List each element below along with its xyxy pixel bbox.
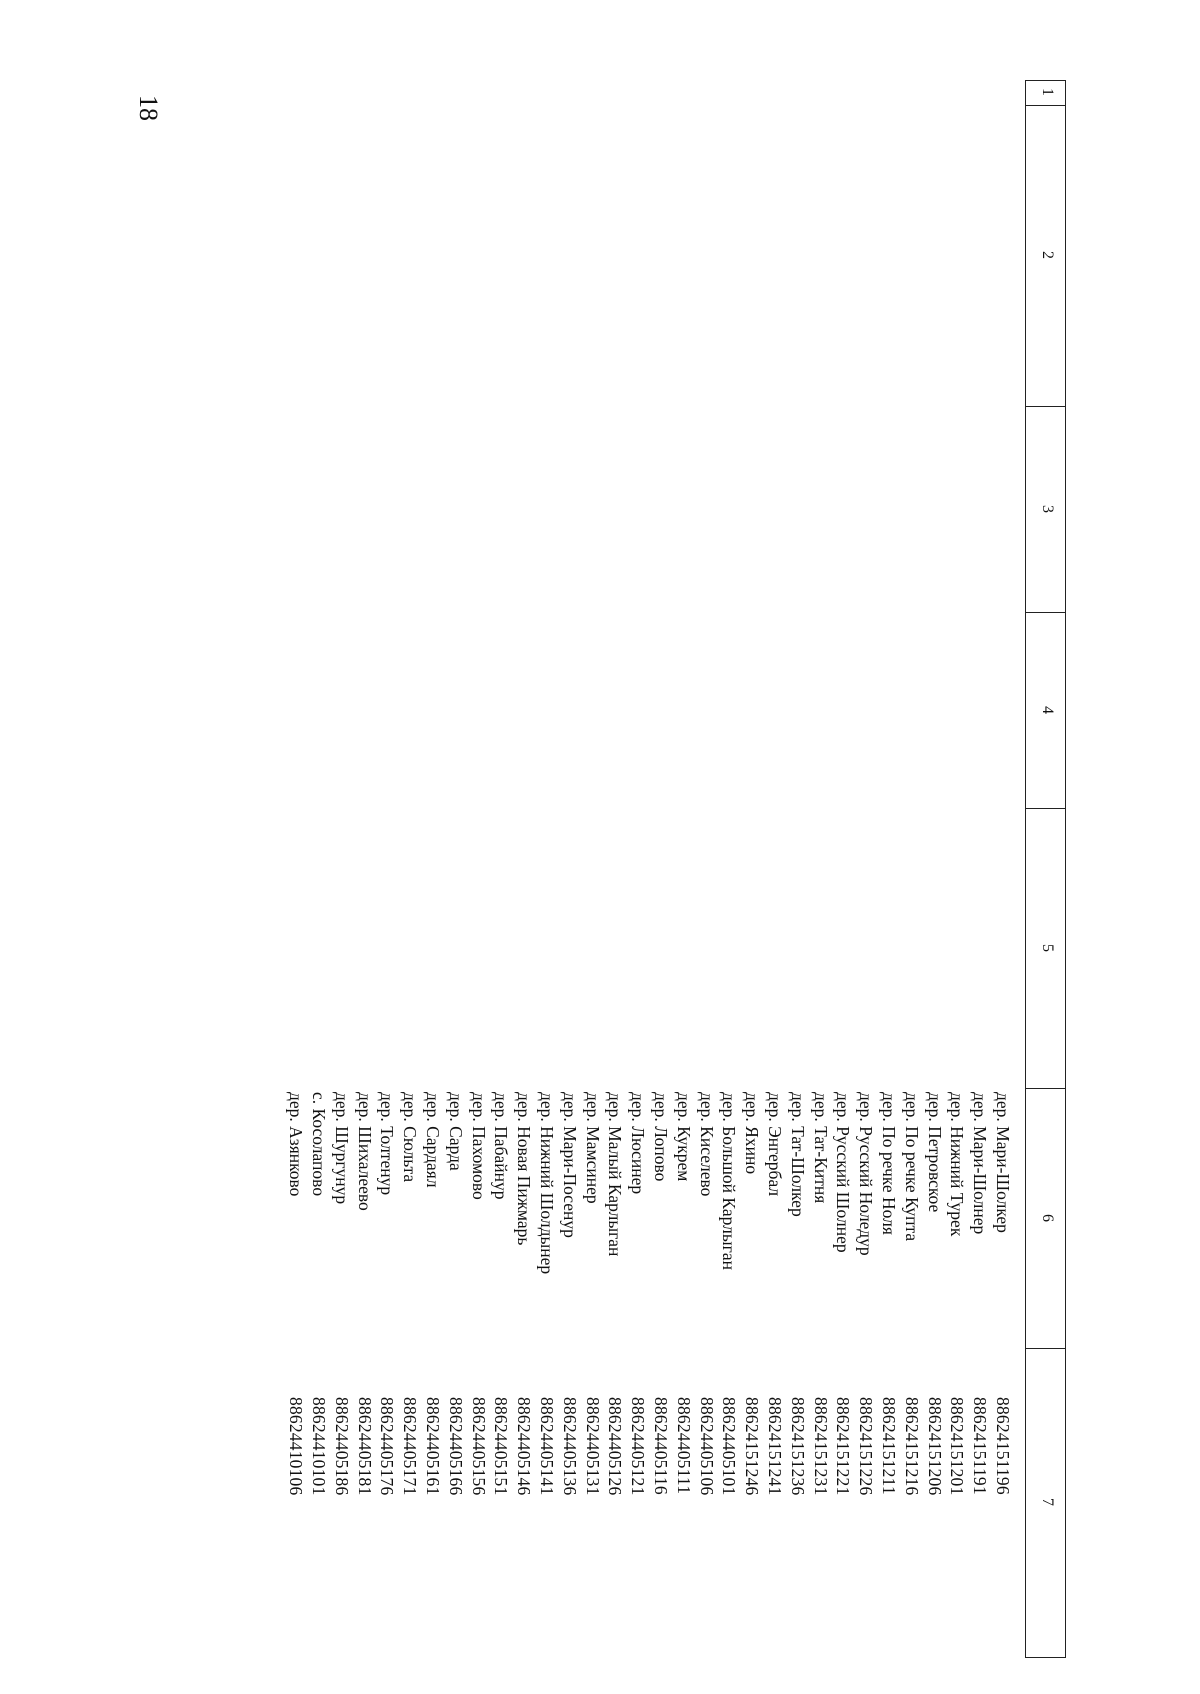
- oktmo-code: 88624405166: [445, 1397, 466, 1496]
- column-header-2: 2: [1039, 251, 1056, 259]
- oktmo-code: 88624405131: [582, 1397, 603, 1496]
- column-separator: [1026, 80, 1066, 81]
- column-separator: [1026, 808, 1066, 809]
- oktmo-code: 88624405186: [331, 1397, 352, 1496]
- settlement-name: дер. Русский Шолнер: [833, 1092, 854, 1253]
- oktmo-code: 88624151231: [810, 1397, 831, 1496]
- oktmo-code: 88624151191: [970, 1397, 991, 1495]
- oktmo-code: 88624405121: [628, 1397, 649, 1496]
- settlement-name: дер. Русский Ноледур: [856, 1092, 877, 1256]
- settlement-name: дер. Большой Карлыган: [719, 1092, 740, 1270]
- table-row: [968, 80, 991, 1658]
- settlement-name: с. Косолапово: [309, 1092, 329, 1197]
- table-row: [604, 80, 627, 1658]
- settlement-name: дер. Пабайнур: [491, 1092, 512, 1200]
- settlement-name: дер. Тат-Китня: [810, 1092, 831, 1204]
- oktmo-code: 88624410101: [309, 1397, 329, 1496]
- table-row: [946, 80, 969, 1658]
- oktmo-code: 88624151221: [833, 1397, 854, 1496]
- column-separator: [1026, 1657, 1066, 1658]
- table-row: [330, 80, 353, 1658]
- settlement-name: дер. Энгербал: [765, 1092, 785, 1197]
- oktmo-code: 88624405106: [696, 1397, 717, 1496]
- table-row: [581, 80, 604, 1658]
- table-row: [763, 80, 786, 1658]
- oktmo-code: 88624151216: [901, 1397, 922, 1496]
- table-row: [353, 80, 376, 1658]
- column-header-5: 5: [1039, 944, 1056, 952]
- settlement-name: дер. Мари-Посенур: [559, 1092, 580, 1238]
- settlement-name: дер. Киселево: [696, 1092, 717, 1197]
- oktmo-code: 88624405126: [605, 1397, 626, 1496]
- oktmo-code: 88624151236: [787, 1397, 808, 1496]
- oktmo-code: 88624405176: [377, 1397, 398, 1496]
- settlement-name: дер. Мари-Шолнер: [970, 1092, 991, 1235]
- oktmo-code: 88624405151: [491, 1397, 512, 1496]
- table-row: [626, 80, 649, 1658]
- table-row: [307, 80, 330, 1658]
- oktmo-code: 88624151196: [993, 1397, 1013, 1495]
- page-number: 18: [134, 95, 163, 121]
- column-header-7: 7: [1039, 1498, 1056, 1506]
- settlement-name: дер. Шихалеево: [354, 1092, 375, 1211]
- oktmo-code: 88624151226: [856, 1397, 877, 1496]
- oktmo-code: 88624151246: [742, 1397, 763, 1496]
- table-row: [421, 80, 444, 1658]
- settlement-name: дер. Яхино: [742, 1092, 763, 1175]
- oktmo-code: 88624151211: [879, 1397, 899, 1495]
- table-row: [444, 80, 467, 1658]
- table-row: [672, 80, 695, 1658]
- table-row: [284, 80, 307, 1658]
- column-separator: [1026, 1348, 1066, 1349]
- settlement-name: дер. Новая Пижмарь: [514, 1092, 535, 1246]
- settlement-name: дер. Нижний Шолдынер: [537, 1092, 557, 1275]
- settlement-name: дер. Малый Карлыган: [605, 1092, 626, 1257]
- oktmo-code: 88624151201: [947, 1397, 968, 1496]
- table-row: [832, 80, 855, 1658]
- oktmo-code: 88624405141: [537, 1397, 557, 1496]
- oktmo-code: 88624151206: [924, 1397, 945, 1496]
- table-row: [877, 80, 900, 1658]
- table: [216, 80, 1072, 1658]
- settlement-name: дер. Нижний Турек: [947, 1092, 968, 1237]
- settlement-name: дер. По речке Купта: [901, 1092, 922, 1242]
- table-top-rule: [1065, 80, 1066, 1658]
- settlement-name: дер. Лопово: [651, 1092, 671, 1182]
- settlement-name: дер. Пахомово: [468, 1092, 489, 1200]
- oktmo-code: 88624405161: [423, 1397, 443, 1496]
- settlement-name: дер. Шургунур: [331, 1092, 352, 1205]
- column-separator: [1026, 105, 1066, 106]
- oktmo-code: 88624405171: [400, 1397, 421, 1496]
- oktmo-code: 88624405146: [514, 1397, 535, 1496]
- table-row: [398, 80, 421, 1658]
- rotated-table-page: [216, 80, 1072, 1658]
- table-row: [558, 80, 581, 1658]
- settlement-name: дер. Мамсинер: [582, 1092, 603, 1204]
- settlement-name: дер. По речке Ноля: [879, 1092, 899, 1235]
- table-row: [718, 80, 741, 1658]
- oktmo-code: 88624405101: [719, 1397, 740, 1496]
- settlement-name: дер. Сарда: [445, 1092, 466, 1171]
- table-row: [900, 80, 923, 1658]
- column-header-1: 1: [1039, 88, 1056, 96]
- column-separator: [1026, 406, 1066, 407]
- settlement-name: дер. Кукрем: [673, 1092, 694, 1182]
- settlement-name: дер. Сюльта: [400, 1092, 421, 1183]
- column-header-4: 4: [1039, 706, 1056, 714]
- table-row: [786, 80, 809, 1658]
- settlement-name: дер. Сардаял: [423, 1092, 443, 1188]
- table-row: [467, 80, 490, 1658]
- table-row: [740, 80, 763, 1658]
- table-row: [376, 80, 399, 1658]
- oktmo-code: 88624405181: [354, 1397, 375, 1496]
- table-row: [923, 80, 946, 1658]
- oktmo-code: 88624405111: [673, 1397, 694, 1495]
- table-row: [535, 80, 558, 1658]
- table-row: [809, 80, 832, 1658]
- oktmo-code: 88624405116: [651, 1397, 671, 1495]
- table-row: [490, 80, 513, 1658]
- oktmo-code: 88624405156: [468, 1397, 489, 1496]
- settlement-name: дер. Толтенур: [377, 1092, 398, 1196]
- column-header-3: 3: [1039, 505, 1056, 513]
- table-row: [991, 80, 1014, 1658]
- settlement-name: дер. Петровское: [924, 1092, 945, 1213]
- table-row: [695, 80, 718, 1658]
- oktmo-code: 88624405136: [559, 1397, 580, 1496]
- settlement-name: дер. Тат-Шолкер: [787, 1092, 808, 1217]
- header-bottom-rule: [1025, 80, 1026, 1658]
- oktmo-code: 88624151241: [765, 1397, 785, 1496]
- oktmo-code: 88624410106: [286, 1397, 307, 1496]
- column-separator: [1026, 612, 1066, 613]
- table-row: [649, 80, 672, 1658]
- table-row: [512, 80, 535, 1658]
- settlement-name: дер. Азянково: [286, 1092, 307, 1197]
- table-row: [854, 80, 877, 1658]
- settlement-name: дер. Люсинер: [628, 1092, 649, 1195]
- column-header-6: 6: [1039, 1214, 1056, 1222]
- column-separator: [1026, 1088, 1066, 1089]
- settlement-name: дер. Мари-Шолкер: [993, 1092, 1013, 1233]
